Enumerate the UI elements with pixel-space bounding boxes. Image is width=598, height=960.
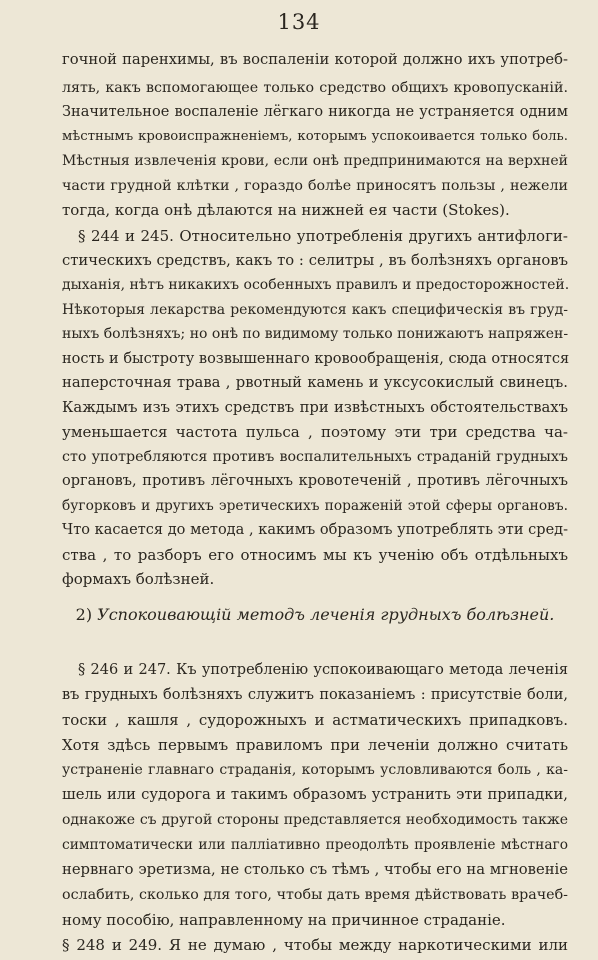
- text-line: дыханія, нѣтъ никакихъ особенныхъ правилъ и предосторожностей.: [62, 277, 570, 293]
- text-line: Хотя здѣсь первымъ правиломъ при леченіи должно считать: [62, 736, 568, 754]
- text-line: лять, какъ вспомогающее только средство общихъ кровопусканій.: [62, 80, 568, 96]
- text-line: бугорковъ и другихъ эретическихъ пораженій этой сферы органовъ.: [62, 498, 568, 514]
- page-number: 134: [277, 10, 321, 34]
- text-line: ства , то разборъ его относимъ мы къ ученію объ отдѣльныхъ: [62, 546, 568, 564]
- text-line: ному пособію, направленному на причинное страданіе.: [62, 911, 506, 929]
- text-line: органовъ, противъ лёгочныхъ кровотеченій , противъ лёгочныхъ: [62, 473, 568, 489]
- text-line: тогда, когда онѣ дѣлаются на нижней ея части (Stokes).: [62, 201, 510, 219]
- text-line: шель или судорога и такимъ образомъ устранить эти припадки,: [62, 786, 568, 803]
- text-line: § 246 и 247. Къ употребленію успокоивающаго метода леченія: [78, 662, 568, 678]
- text-line: устраненіе главнаго страданія, которымъ условливаются боль , ка-: [62, 762, 568, 778]
- text-line: въ грудныхъ болѣзняхъ служитъ показаніемъ : присутствіе боли,: [62, 687, 568, 703]
- text-line: части грудной клѣтки , гораздо болѣе приносятъ пользы , нежели: [62, 178, 568, 194]
- text-line: симптоматически или палліативно преодолѣть проявленіе мѣстнаго: [62, 837, 568, 853]
- text-line: наперсточная трава , рвотный камень и уксусокислый свинецъ.: [62, 374, 568, 391]
- text-line: § 248 и 249. Я не думаю , чтобы между наркотическими или: [62, 936, 568, 954]
- text-line: ослабить, сколько для того, чтобы дать время дѣйствовать врачеб-: [62, 887, 568, 903]
- text-line: § 244 и 245. Относительно употребленія другихъ антифлоги-: [78, 227, 568, 245]
- text-line: формахъ болѣзней.: [62, 570, 215, 588]
- text-line: стическихъ средствъ, какъ то : селитры , въ болѣзняхъ органовъ: [62, 252, 568, 269]
- text-line: однакоже съ другой стороны представляется необходимость также: [62, 812, 568, 828]
- text-line: Что касается до метода , какимъ образомъ употреблять эти сред-: [62, 522, 568, 538]
- text-line: Мѣстныя извлеченія крови, если онѣ предпринимаются на верхней: [62, 153, 568, 169]
- text-line: нервнаго эретизма, не столько съ тѣмъ , чтобы его на мгновеніе: [62, 861, 568, 878]
- text-line: ныхъ болѣзняхъ; но онѣ по видимому только понижаютъ напряжен-: [62, 326, 569, 342]
- section-heading: [62, 604, 568, 626]
- text-line: Значительное воспаленіе лёгкаго никогда не устраняется одним: [62, 104, 568, 120]
- section-heading-text: Успокоивающій методъ леченія грудныхъ болѣзней.: [97, 605, 555, 624]
- text-line: Каждымъ изъ этихъ средствъ при извѣстныхъ обстоятельствахъ: [62, 399, 568, 416]
- text-line: тоски , кашля , судорожныхъ и астматическихъ припадковъ.: [62, 711, 568, 729]
- section-heading-number: 2): [75, 605, 93, 624]
- text-line: гочной паренхимы, въ воспаленіи которой должно ихъ употреб-: [62, 51, 568, 68]
- text-line: мѣстнымъ кровоиспражненіемъ, которымъ успокоивается только боль.: [62, 129, 568, 144]
- text-line: Нѣкоторыя лекарства рекомендуются какъ специфическія въ груд-: [62, 302, 568, 318]
- text-line: уменьшается частота пульса , поэтому эти три средства ча-: [62, 423, 568, 441]
- text-line: сто употребляются противъ воспалительныхъ страданій грудныхъ: [62, 449, 568, 465]
- text-line: ность и быстроту возвышеннаго кровообращенія, сюда относятся: [62, 351, 570, 367]
